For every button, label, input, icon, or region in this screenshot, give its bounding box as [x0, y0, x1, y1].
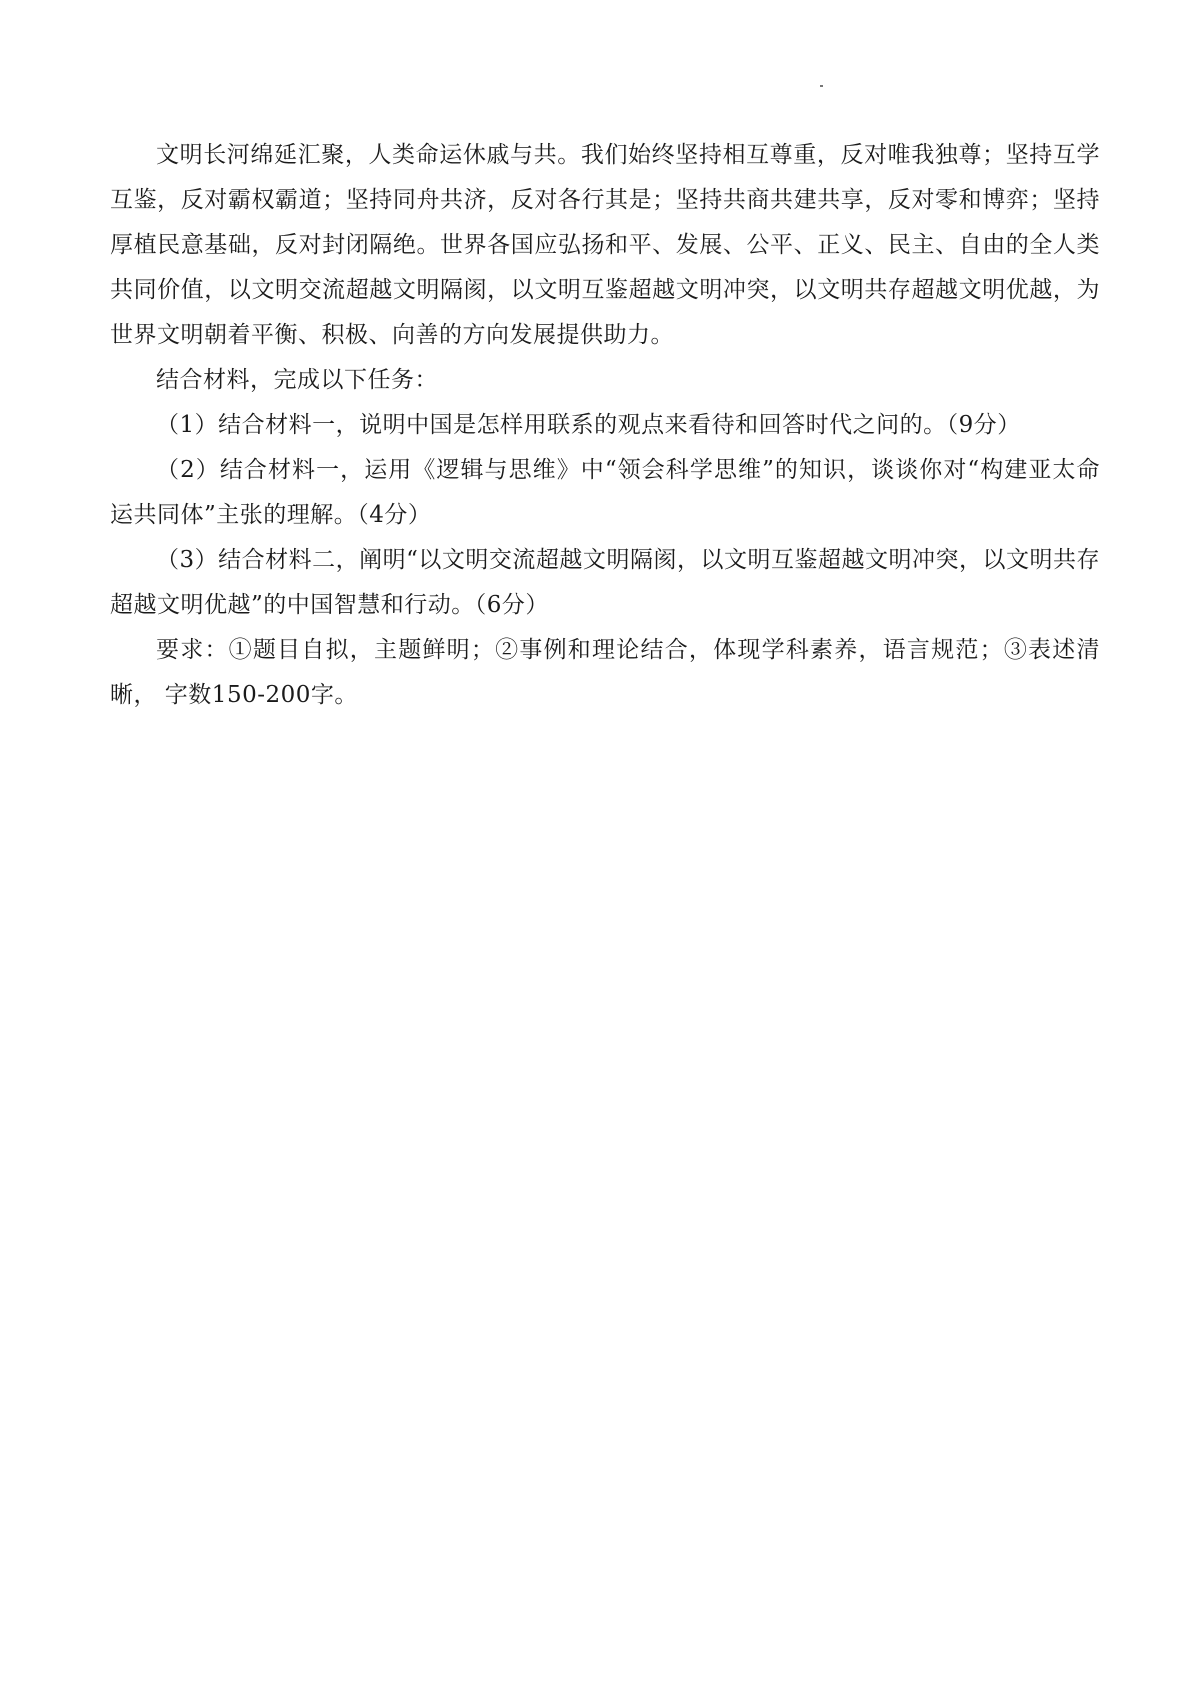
requirement-paragraph: 要求：①题目自拟，主题鲜明；②事例和理论结合，体现学科素养，语言规范；③表述清晰， 字数150-200字。: [110, 637, 1100, 708]
task-instruction: 结合材料，完成以下任务：: [156, 367, 438, 393]
material-paragraph: 文明长河绵延汇聚，人类命运休戚与共。我们始终坚持相互尊重，反对唯我独尊；坚持互学互鉴，反对霸权霸道；坚持同舟共济，反对各行其是；坚持共商共建共享，反对零和博弈；坚持厚植民意基础，反对封闭隔绝。世界各国应弘扬和平、发展、公平、正义、民主、自由的全人类共同价值，以文明交流超越文明隔阂，以文明互鉴超越文明冲突，以文明共存超越文明优越，为世界文明朝着平衡、积极、向善的方向发展提供助力。: [110, 142, 1100, 348]
scan-speck: [820, 85, 823, 87]
task-item-3: （3）结合材料二，阐明“以文明交流超越文明隔阂，以文明互鉴超越文明冲突，以文明共存超越文明优越”的中国智慧和行动。（6分）: [110, 547, 1100, 618]
document-body: [110, 133, 1100, 718]
task-item-2: （2）结合材料一，运用《逻辑与思维》中“领会科学思维”的知识，谈谈你对“构建亚太命运共同体”主张的理解。（4分）: [110, 457, 1100, 528]
task-item-1: （1）结合材料一，说明中国是怎样用联系的观点来看待和回答时代之问的。（9分）: [156, 412, 1021, 438]
